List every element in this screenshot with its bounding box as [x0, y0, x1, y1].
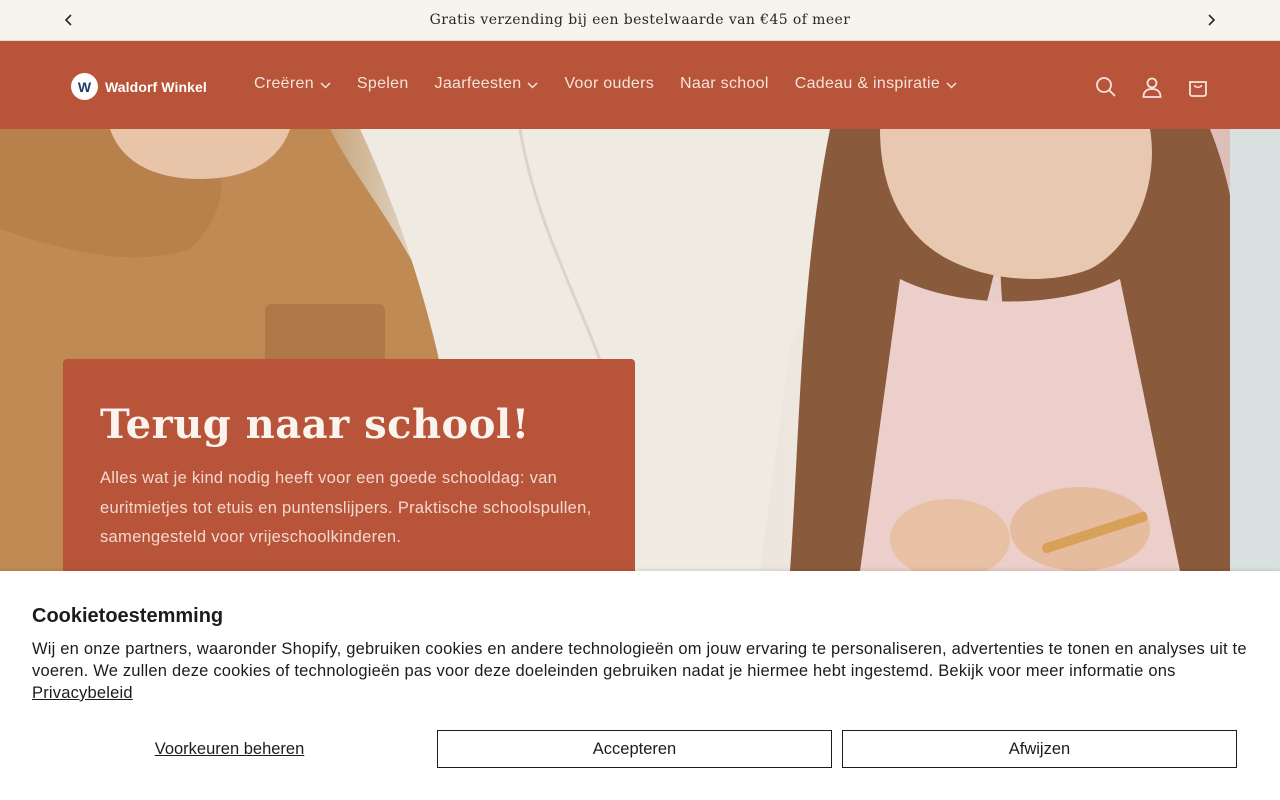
logo[interactable]	[71, 73, 207, 100]
header-icons	[1094, 75, 1232, 99]
nav-item-label: Naar school	[680, 75, 769, 92]
nav-item-label: Jaarfeesten	[434, 75, 522, 92]
nav-item-cadeau-inspiratie[interactable]	[795, 75, 957, 93]
chevron-down-icon	[527, 82, 538, 89]
site-header	[0, 41, 1280, 129]
accept-button[interactable]: Accepteren	[437, 730, 832, 768]
cart-icon[interactable]	[1186, 75, 1210, 99]
hero-banner	[0, 129, 1280, 571]
main-nav	[254, 75, 983, 93]
decline-button[interactable]: Afwijzen	[842, 730, 1237, 768]
logo-mark: W	[71, 73, 98, 100]
chevron-right-icon[interactable]	[1200, 9, 1222, 31]
logo-text: Waldorf Winkel	[105, 78, 207, 95]
chevron-left-icon[interactable]	[58, 9, 80, 31]
cookie-title: Cookietoestemming	[32, 605, 224, 627]
hero-title: Terug naar school!	[100, 401, 530, 448]
manage-preferences-button[interactable]: Voorkeuren beheren	[154, 739, 305, 758]
hero-card	[63, 359, 635, 571]
hero-text: Alles wat je kind nodig heeft voor een goede schooldag: van euritmietjes tot etuis en puntenslijpers. Praktische schoolspullen, samengesteld voor vrijeschoolkinderen.	[100, 469, 592, 546]
chevron-down-icon	[946, 82, 957, 89]
privacy-policy-link[interactable]: Privacybeleid	[32, 684, 133, 702]
nav-item-label: Voor ouders	[564, 75, 655, 92]
cookie-body-text: Wij en onze partners, waaronder Shopify, gebruiken cookies en andere technologieën om jouw ervaring te personaliseren, advertenties te tonen en analyses uit te voeren. We zullen deze cookies of technologieën pas voor deze doeleinden gebruiken nadat je hiermee hebt ingestemd. Bekijk voor meer informatie ons	[32, 640, 1247, 680]
account-icon[interactable]	[1140, 75, 1164, 99]
nav-item-label: Spelen	[356, 75, 409, 92]
nav-item-jaarfeesten[interactable]	[435, 75, 539, 93]
nav-item-naar-school[interactable]	[680, 75, 769, 93]
nav-item-voor-ouders[interactable]	[564, 75, 654, 93]
announcement-bar	[0, 0, 1280, 41]
search-icon[interactable]	[1094, 75, 1118, 99]
nav-item-label: Creëren	[254, 75, 314, 92]
nav-item-creeren[interactable]	[254, 75, 331, 93]
nav-item-spelen[interactable]	[357, 75, 409, 93]
nav-item-label: Cadeau & inspiratie	[794, 75, 941, 92]
chevron-down-icon	[320, 82, 331, 89]
cookie-body	[32, 638, 1252, 704]
announcement-text: Gratis verzending bij een bestelwaarde van €45 of meer	[429, 12, 851, 28]
cookie-banner	[0, 571, 1280, 800]
